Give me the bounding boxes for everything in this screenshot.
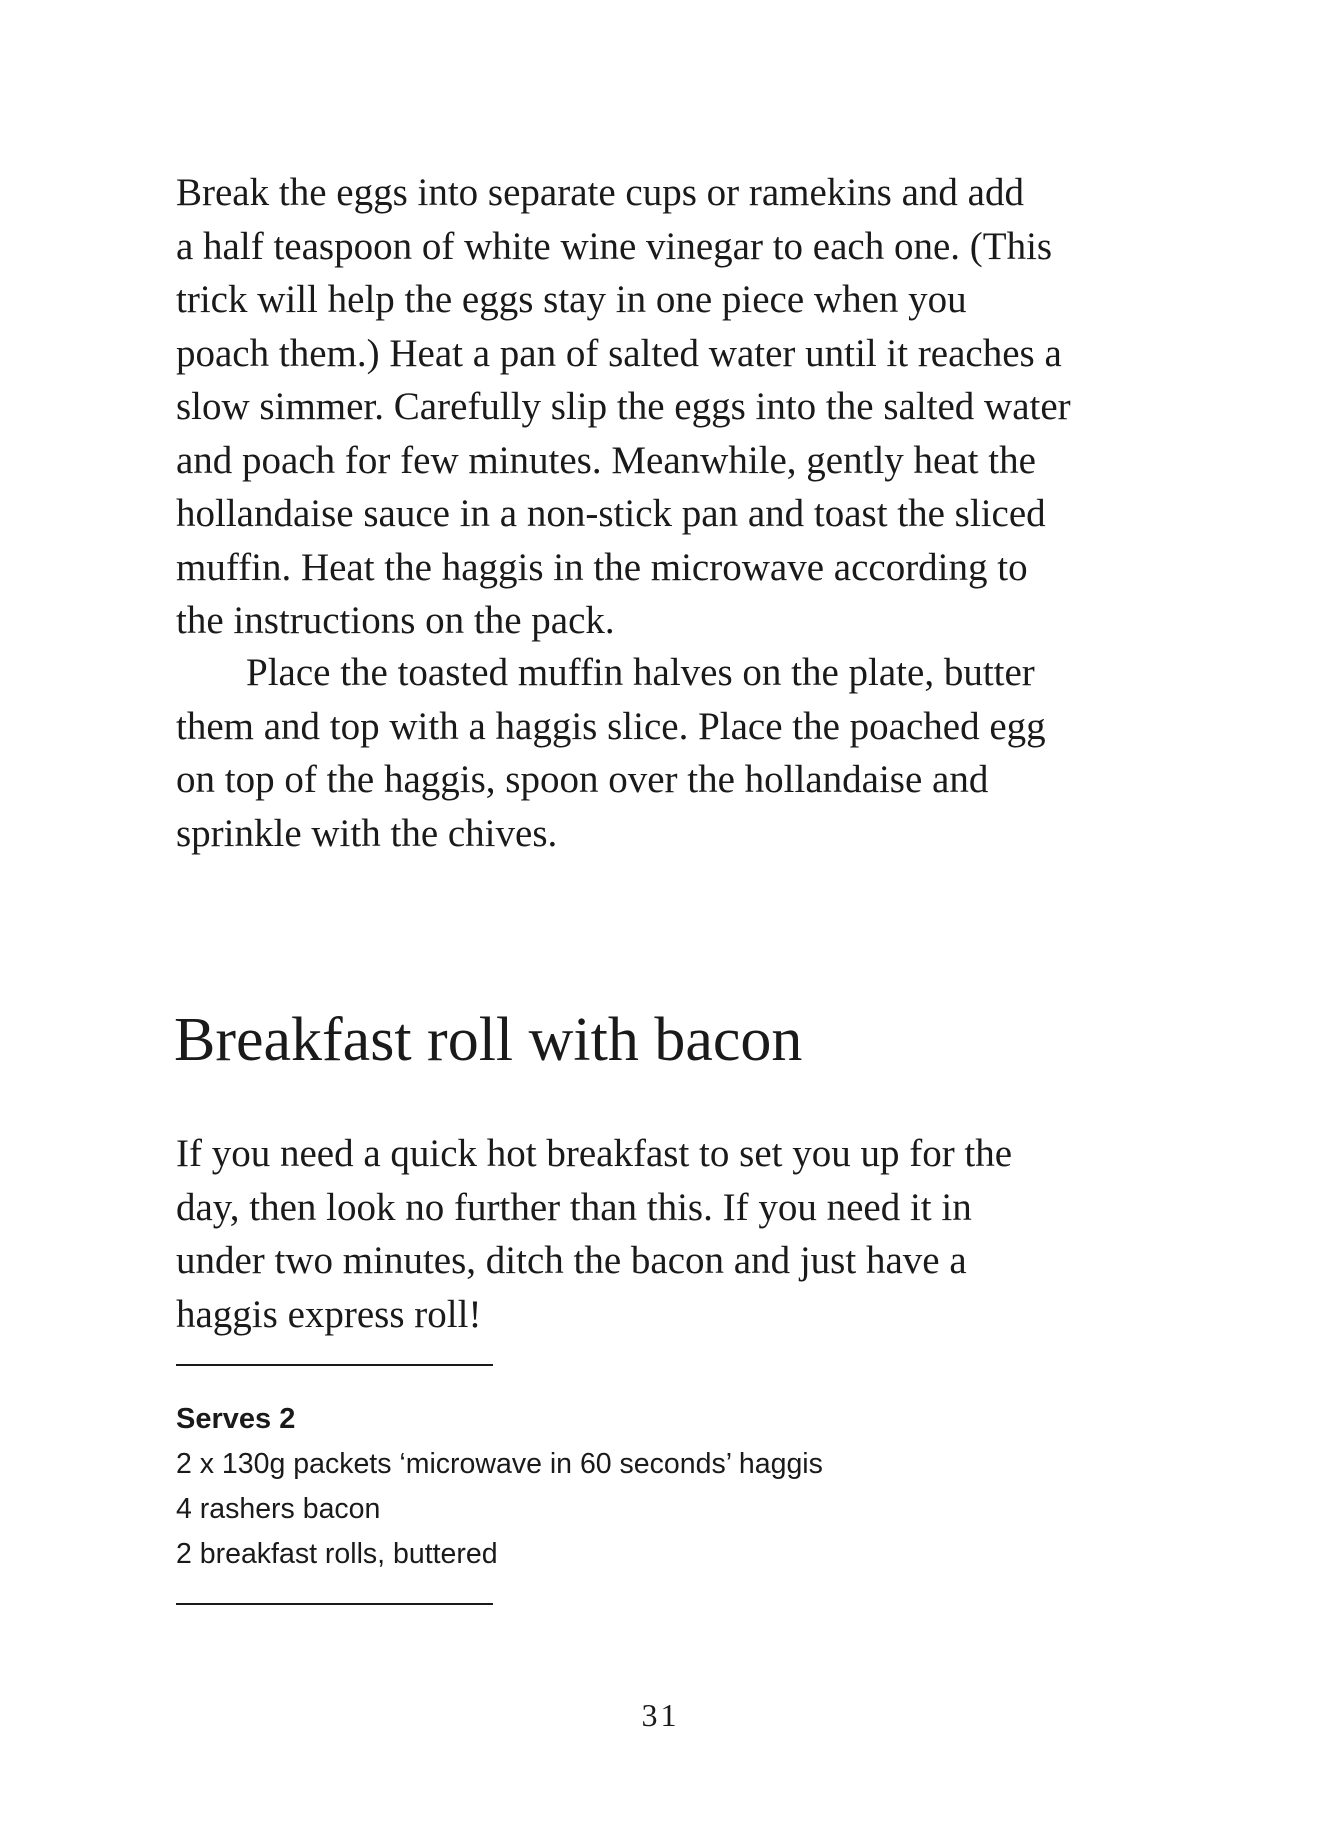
ingredient-item: 2 x 130g packets ‘microwave in 60 seconds’ haggis: [176, 1448, 823, 1480]
text-line: day, then look no further than this. If you need it in: [176, 1185, 972, 1229]
text-line: Break the eggs into separate cups or ramekins and add: [176, 171, 1024, 214]
text-line: them and top with a haggis slice. Place the poached egg: [176, 704, 1046, 748]
text-line: a half teaspoon of white wine vinegar to each one. (This: [176, 224, 1053, 268]
text-line: the instructions on the pack.: [176, 599, 615, 642]
method-paragraph-2: [176, 646, 1176, 860]
ingredient-item: 4 rashers bacon: [176, 1493, 381, 1525]
method-paragraph-1: [176, 166, 1176, 648]
recipe-intro: [176, 1127, 1176, 1341]
text-line: under two minutes, ditch the bacon and just have a: [176, 1239, 967, 1282]
text-line: haggis express roll!: [176, 1292, 482, 1336]
text-line: Place the toasted muffin halves on the plate, butter: [246, 651, 1035, 694]
divider-bottom: [176, 1603, 493, 1605]
recipe-title: Breakfast roll with bacon: [174, 1006, 803, 1074]
ingredient-item: 2 breakfast rolls, buttered: [176, 1538, 498, 1570]
text-line: slow simmer. Carefully slip the eggs into the salted water: [176, 385, 1071, 428]
text-line: on top of the haggis, spoon over the hollandaise and: [176, 758, 989, 801]
divider-top: [176, 1364, 493, 1366]
text-line: muffin. Heat the haggis in the microwave according to: [176, 545, 1028, 589]
text-line: poach them.) Heat a pan of salted water until it reaches a: [176, 331, 1062, 375]
serves-label: Serves 2: [176, 1403, 296, 1435]
ingredients-list: [176, 1397, 823, 1577]
text-line: hollandaise sauce in a non-stick pan and toast the sliced: [176, 492, 1046, 535]
text-line: If you need a quick hot breakfast to set you up for the: [176, 1132, 1013, 1175]
text-line: sprinkle with the chives.: [176, 811, 558, 855]
text-line: trick will help the eggs stay in one piece when you: [176, 278, 967, 321]
page-number: 31: [641, 1697, 680, 1733]
text-line: and poach for few minutes. Meanwhile, gently heat the: [176, 438, 1036, 482]
